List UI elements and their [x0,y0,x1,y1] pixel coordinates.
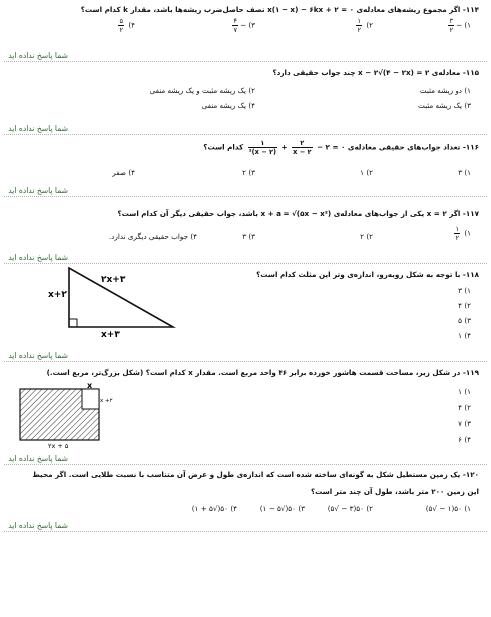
question-118-stem: ۱۱۸- با توجه به شکل روبه‌رو، اندازه‌ی وتر این مثلث کدام است؟ [256,270,479,279]
stem-fraction-1: $\frac{۲}{x - ۲}$ [293,139,312,156]
question-118-no-answer: شما پاسخ نداده اید [8,351,68,360]
question-117-option-4[interactable]: ۴) جواب حقیقی دیگری ندارد. [108,232,197,241]
question-114-no-answer: شما پاسخ نداده اید [8,51,68,60]
option-fraction: $\frac{۱}{۲}$ [357,17,362,34]
divider [4,263,487,264]
question-118-option-4[interactable]: ۴) ۱ [458,331,471,340]
question-119-option-1[interactable]: ۱) ۱ [458,387,471,396]
question-120-option-2[interactable]: ۲) ۵۰(۳ − √۵) [327,504,373,513]
question-116-option-2[interactable]: ۲) ۱ [360,168,373,177]
question-118-option-3[interactable]: ۳) ۵ [458,316,471,325]
question-120-stem-line-1: ۱۲۰- یک زمین مستطیل شکل به گونه‌ای ساخته شده است که اندازه‌ی طول و عرض آن متناسب با نسبت طلایی است. اگر محیط [32,470,479,479]
hypotenuse-label: ۲x+۳ [101,275,126,285]
question-115-option-1[interactable]: ۱) دو ریشه مثبت [419,86,471,95]
question-116-option-1[interactable]: ۱) ۳ [458,168,471,177]
question-115-option-2[interactable]: ۲) یک ریشه مثبت و یک ریشه منفی [149,86,255,95]
hatched-square-figure [16,381,113,451]
option-fraction: $\frac{۵}{۲}$ [119,17,124,34]
question-114-stem: ۱۱۴- اگر مجموع ریشه‌های معادله‌ی ۰ = ۲ + x(۱ − x) − ۶kx نصف حاصل‌ضرب ریشه‌ها باشد، مقدار k کدام است؟ [80,5,479,14]
stem-fraction-2: $\frac{۱}{\text{(x − ۲)²}}$ [248,139,277,156]
divider [4,196,487,197]
question-118-option-2[interactable]: ۲) ۴ [458,301,471,310]
question-114-option-2[interactable]: ۲) $\frac{۱}{۲}$ [357,17,373,34]
question-114-option-1[interactable]: ۱) − $\frac{۳}{۲}$ [449,17,471,34]
question-119-option-3[interactable]: ۳) ۷ [458,419,471,428]
question-115-option-4[interactable]: ۴) یک ریشه منفی [201,101,255,110]
option-fraction: $\frac{۴}{۷}$ [233,17,237,34]
divider [4,464,487,465]
question-120-stem-line-2: این زمین ۲۰۰ متر باشد، طول آن چند متر است؟ [310,487,479,496]
divider [4,531,487,532]
question-116-stem: ۱۱۶- تعداد جواب‌های حقیقی معادله‌ی ۰ = ۲ − $\frac{۲}{x - ۲}$ + $\frac{۱}{\text{(x − ۲)²}}$ کدام است؟ [203,139,479,156]
question-118-option-1[interactable]: ۱) ۳ [458,286,471,295]
option-fraction: $\frac{۱}{۲}$ [455,225,460,242]
question-120-option-1[interactable]: ۱) ۵۰(۱ − √۵) [425,504,471,513]
divider [4,61,487,62]
divider [4,361,487,362]
question-117-no-answer: شما پاسخ نداده اید [8,253,68,262]
question-115-stem: ۱۱۵- معادله‌ی x − ۲√(۴ − ۲x) = ۲ چند جواب حقیقی دارد؟ [272,68,479,77]
question-114-option-4[interactable]: ۴) $\frac{۵}{۲}$ [119,17,135,34]
inner-side-label: x +۲ [100,398,113,404]
question-115-no-answer: شما پاسخ نداده اید [8,124,68,133]
horizontal-leg-label: x+۳ [101,330,120,340]
outer-bottom-label: ۲x + ۵ [48,442,69,450]
question-116-option-3[interactable]: ۳) ۲ [242,168,255,177]
inner-top-label: x [87,381,93,390]
question-119-option-4[interactable]: ۴) ۶ [458,435,471,444]
question-116-option-4[interactable]: ۴) صفر [112,168,135,177]
question-120-option-3[interactable]: ۳) ۵۰(√۵ − ۱) [259,504,305,513]
question-115-option-3[interactable]: ۳) یک ریشه مثبت [418,101,471,110]
question-119-stem: ۱۱۹- در شکل زیر، مساحت قسمت هاشور خورده برابر ۴۶ واحد مربع است. مقدار x کدام است؟ (شکل بزرگ‌تر، مربع است.) [46,368,479,377]
question-117-option-2[interactable]: ۲) ۲ [360,232,373,241]
question-120-no-answer: شما پاسخ نداده اید [8,521,68,530]
question-119-no-answer: شما پاسخ نداده اید [8,454,68,463]
question-119-option-2[interactable]: ۲) ۴ [458,403,471,412]
divider [4,134,487,135]
question-117-option-3[interactable]: ۳) ۳ [242,232,255,241]
question-120-option-4[interactable]: ۴) ۵۰(√۵ + ۱) [191,504,237,513]
question-116-no-answer: شما پاسخ نداده اید [8,186,68,195]
vertical-leg-label: x+۲ [48,290,67,300]
option-fraction: $\frac{۳}{۲}$ [449,17,453,34]
right-triangle-figure [45,266,180,338]
question-117-option-1[interactable]: ۱) $\frac{۱}{۲}$ [455,225,471,242]
question-114-option-3[interactable]: ۳) − $\frac{۴}{۷}$ [233,17,255,34]
question-117-stem: ۱۱۷- اگر x = ۲ یکی از جواب‌های معادله‌ی x + a = √(۵x − x²) باشد، جواب حقیقی دیگر آن کدام است؟ [117,209,479,218]
